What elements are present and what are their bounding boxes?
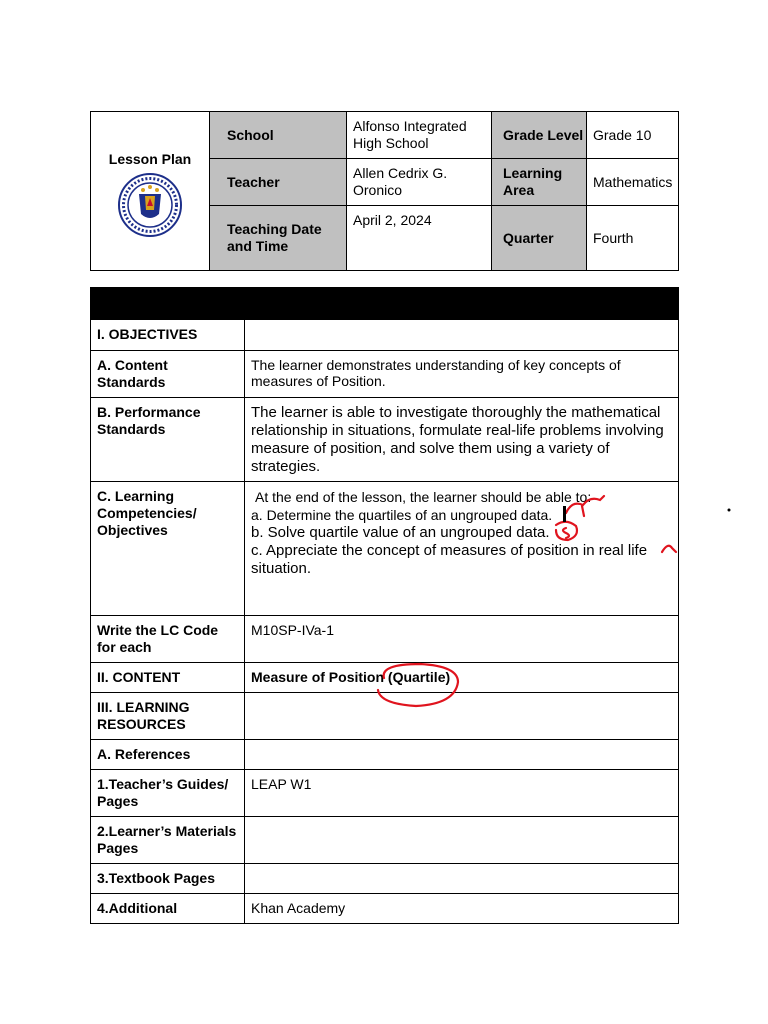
lesson-plan-cell xyxy=(91,112,210,271)
content-standards-value: The learner demonstrates understanding of key concepts of measures of Position. xyxy=(245,351,679,398)
textbook-pages-label: 3.Textbook Pages xyxy=(91,864,245,894)
learners-materials-label: 2.Learner’s Materials Pages xyxy=(91,817,245,864)
lesson-plan-label: Lesson Plan xyxy=(108,150,192,167)
lesson-content-table xyxy=(90,287,679,924)
objectives-value xyxy=(245,320,679,351)
performance-standards-value: The learner is able to investigate thoroughly the mathematical relationship in situations, formulate real-life problems involving measure of position, and solve them using a variety of strategies. xyxy=(245,398,679,482)
lc-code-value: M10SP-IVa-1 xyxy=(245,616,679,663)
black-header-cell xyxy=(91,288,679,320)
learning-area-value: Mathematics xyxy=(587,159,679,206)
content-value: Measure of Position (Quartile) xyxy=(245,663,679,693)
teachers-guides-value: LEAP W1 xyxy=(245,770,679,817)
lesson-plan-header-table xyxy=(90,111,679,271)
annotation-dot xyxy=(728,509,731,512)
references-value xyxy=(245,740,679,770)
textbook-pages-value xyxy=(245,864,679,894)
content-standards-label: A. Content Standards xyxy=(91,351,245,398)
quarter-label: Quarter xyxy=(492,206,587,271)
objectives-label: I. OBJECTIVES xyxy=(91,320,245,351)
teachers-guides-label: 1.Teacher’s Guides/ Pages xyxy=(91,770,245,817)
black-header-bar xyxy=(91,288,679,320)
additional-label: 4.Additional xyxy=(91,894,245,924)
learning-area-label: Learning Area xyxy=(492,159,587,206)
competencies-value xyxy=(245,482,679,616)
teacher-label: Teacher xyxy=(210,159,347,206)
school-value: Alfonso Integrated High School xyxy=(347,112,492,159)
content-label: II. CONTENT xyxy=(91,663,245,693)
teaching-date-label: Teaching Date and Time xyxy=(210,206,347,271)
lc-code-label: Write the LC Code for each xyxy=(91,616,245,663)
competency-a: a. Determine the quartiles of an ungrouped data. xyxy=(251,507,553,523)
competency-b: b. Solve quartile value of an ungrouped data. xyxy=(251,524,550,541)
teacher-value: Allen Cedrix G. Oronico xyxy=(347,159,492,206)
grade-level-label: Grade Level xyxy=(492,112,587,159)
learning-resources-value xyxy=(245,693,679,740)
competency-c: c. Appreciate the concept of measures of position in real life situation. xyxy=(251,542,648,577)
additional-value: Khan Academy xyxy=(245,894,679,924)
learners-materials-value xyxy=(245,817,679,864)
school-label: School xyxy=(210,112,347,159)
learning-resources-label: III. LEARNING RESOURCES xyxy=(91,693,245,740)
competencies-intro: At the end of the lesson, the learner should be able to: xyxy=(255,489,592,505)
grade-level-value: Grade 10 xyxy=(587,112,679,159)
competencies-label: C. Learning Competencies/ Objectives xyxy=(91,482,245,616)
references-label: A. References xyxy=(91,740,245,770)
performance-standards-label: B. Performance Standards xyxy=(91,398,245,482)
deped-seal-icon xyxy=(117,172,183,238)
teaching-date-value: April 2, 2024 xyxy=(347,206,492,271)
quarter-value: Fourth xyxy=(587,206,679,271)
